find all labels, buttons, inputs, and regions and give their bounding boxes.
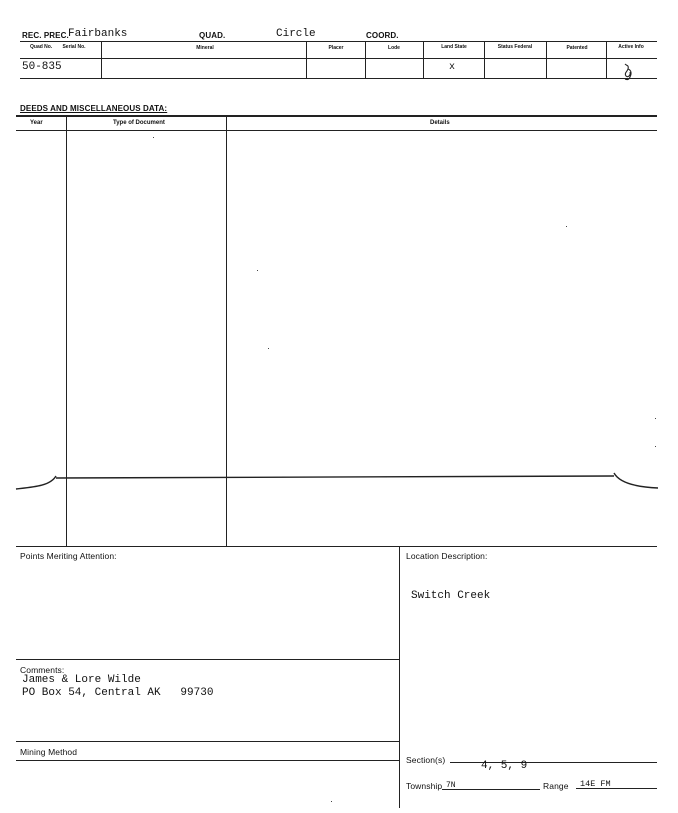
deeds-col-year: Year — [30, 120, 43, 126]
coord-label: COORD. — [366, 31, 399, 40]
comments-line-1: James & Lore Wilde — [22, 674, 141, 686]
col-mineral: Mineral — [196, 45, 214, 51]
land-state-mark: x — [449, 62, 456, 73]
scan-speck — [655, 446, 656, 447]
points-bottom-rule — [16, 659, 399, 660]
claim-table-header-rule — [20, 58, 657, 59]
col-quad-no: Quad No. — [30, 44, 53, 50]
page-splice-line — [14, 470, 660, 492]
deeds-header-rule — [16, 130, 657, 131]
col-placer: Placer — [328, 45, 344, 51]
quad-no-value: 50-835 — [22, 61, 62, 73]
deeds-col-type: Type of Document — [113, 120, 165, 126]
location-value: Switch Creek — [411, 590, 491, 602]
scan-speck — [655, 418, 656, 419]
range-value: 14E FM — [580, 779, 611, 789]
comments-bottom-rule — [16, 741, 399, 742]
deeds-top-rule — [16, 115, 657, 117]
col-status-federal: Status Federal — [497, 44, 533, 50]
scan-speck — [257, 270, 258, 271]
mining-method-rule — [16, 760, 399, 761]
active-info-handwritten-mark — [621, 62, 637, 82]
bottom-section-divider — [399, 546, 400, 808]
claim-table-bottom-rule — [20, 78, 657, 79]
quad-label: QUAD. — [199, 31, 226, 40]
scan-speck — [268, 348, 269, 349]
scan-speck — [331, 801, 332, 802]
comments-label: Comments: — [20, 665, 65, 675]
bottom-section-top-rule — [16, 546, 657, 547]
col-serial-no: Serial No. — [62, 44, 86, 50]
rec-prec-value: Fairbanks — [68, 28, 128, 40]
scan-speck — [566, 226, 567, 227]
col-land-state: Land State — [441, 44, 467, 50]
col-divider — [423, 42, 424, 78]
col-lode: Lode — [388, 45, 400, 51]
township-label: Township — [406, 781, 443, 791]
township-value: 7N — [446, 781, 456, 790]
col-divider — [101, 42, 102, 78]
sections-value: 4, 5, 9 — [481, 760, 528, 772]
township-underline — [442, 789, 540, 790]
sections-label: Section(s) — [406, 755, 446, 765]
col-active-info: Active Info — [618, 44, 644, 50]
rec-prec-label: REC. PREC. — [22, 31, 69, 40]
mining-method-label: Mining Method — [20, 747, 78, 757]
scan-speck — [153, 137, 154, 138]
col-divider — [606, 42, 607, 78]
location-label: Location Description: — [406, 551, 488, 561]
col-divider — [306, 42, 307, 78]
col-patented: Patented — [566, 45, 588, 51]
deeds-section-title: DEEDS AND MISCELLANEOUS DATA: — [20, 104, 168, 113]
col-divider — [546, 42, 547, 78]
col-divider — [484, 42, 485, 78]
deeds-col-details: Details — [430, 120, 450, 126]
header-rule — [20, 41, 657, 42]
quad-value: Circle — [276, 28, 316, 40]
comments-line-2: PO Box 54, Central AK 99730 — [22, 687, 214, 699]
range-label: Range — [543, 781, 569, 791]
points-label: Points Meriting Attention: — [20, 551, 117, 561]
col-divider — [365, 42, 366, 78]
